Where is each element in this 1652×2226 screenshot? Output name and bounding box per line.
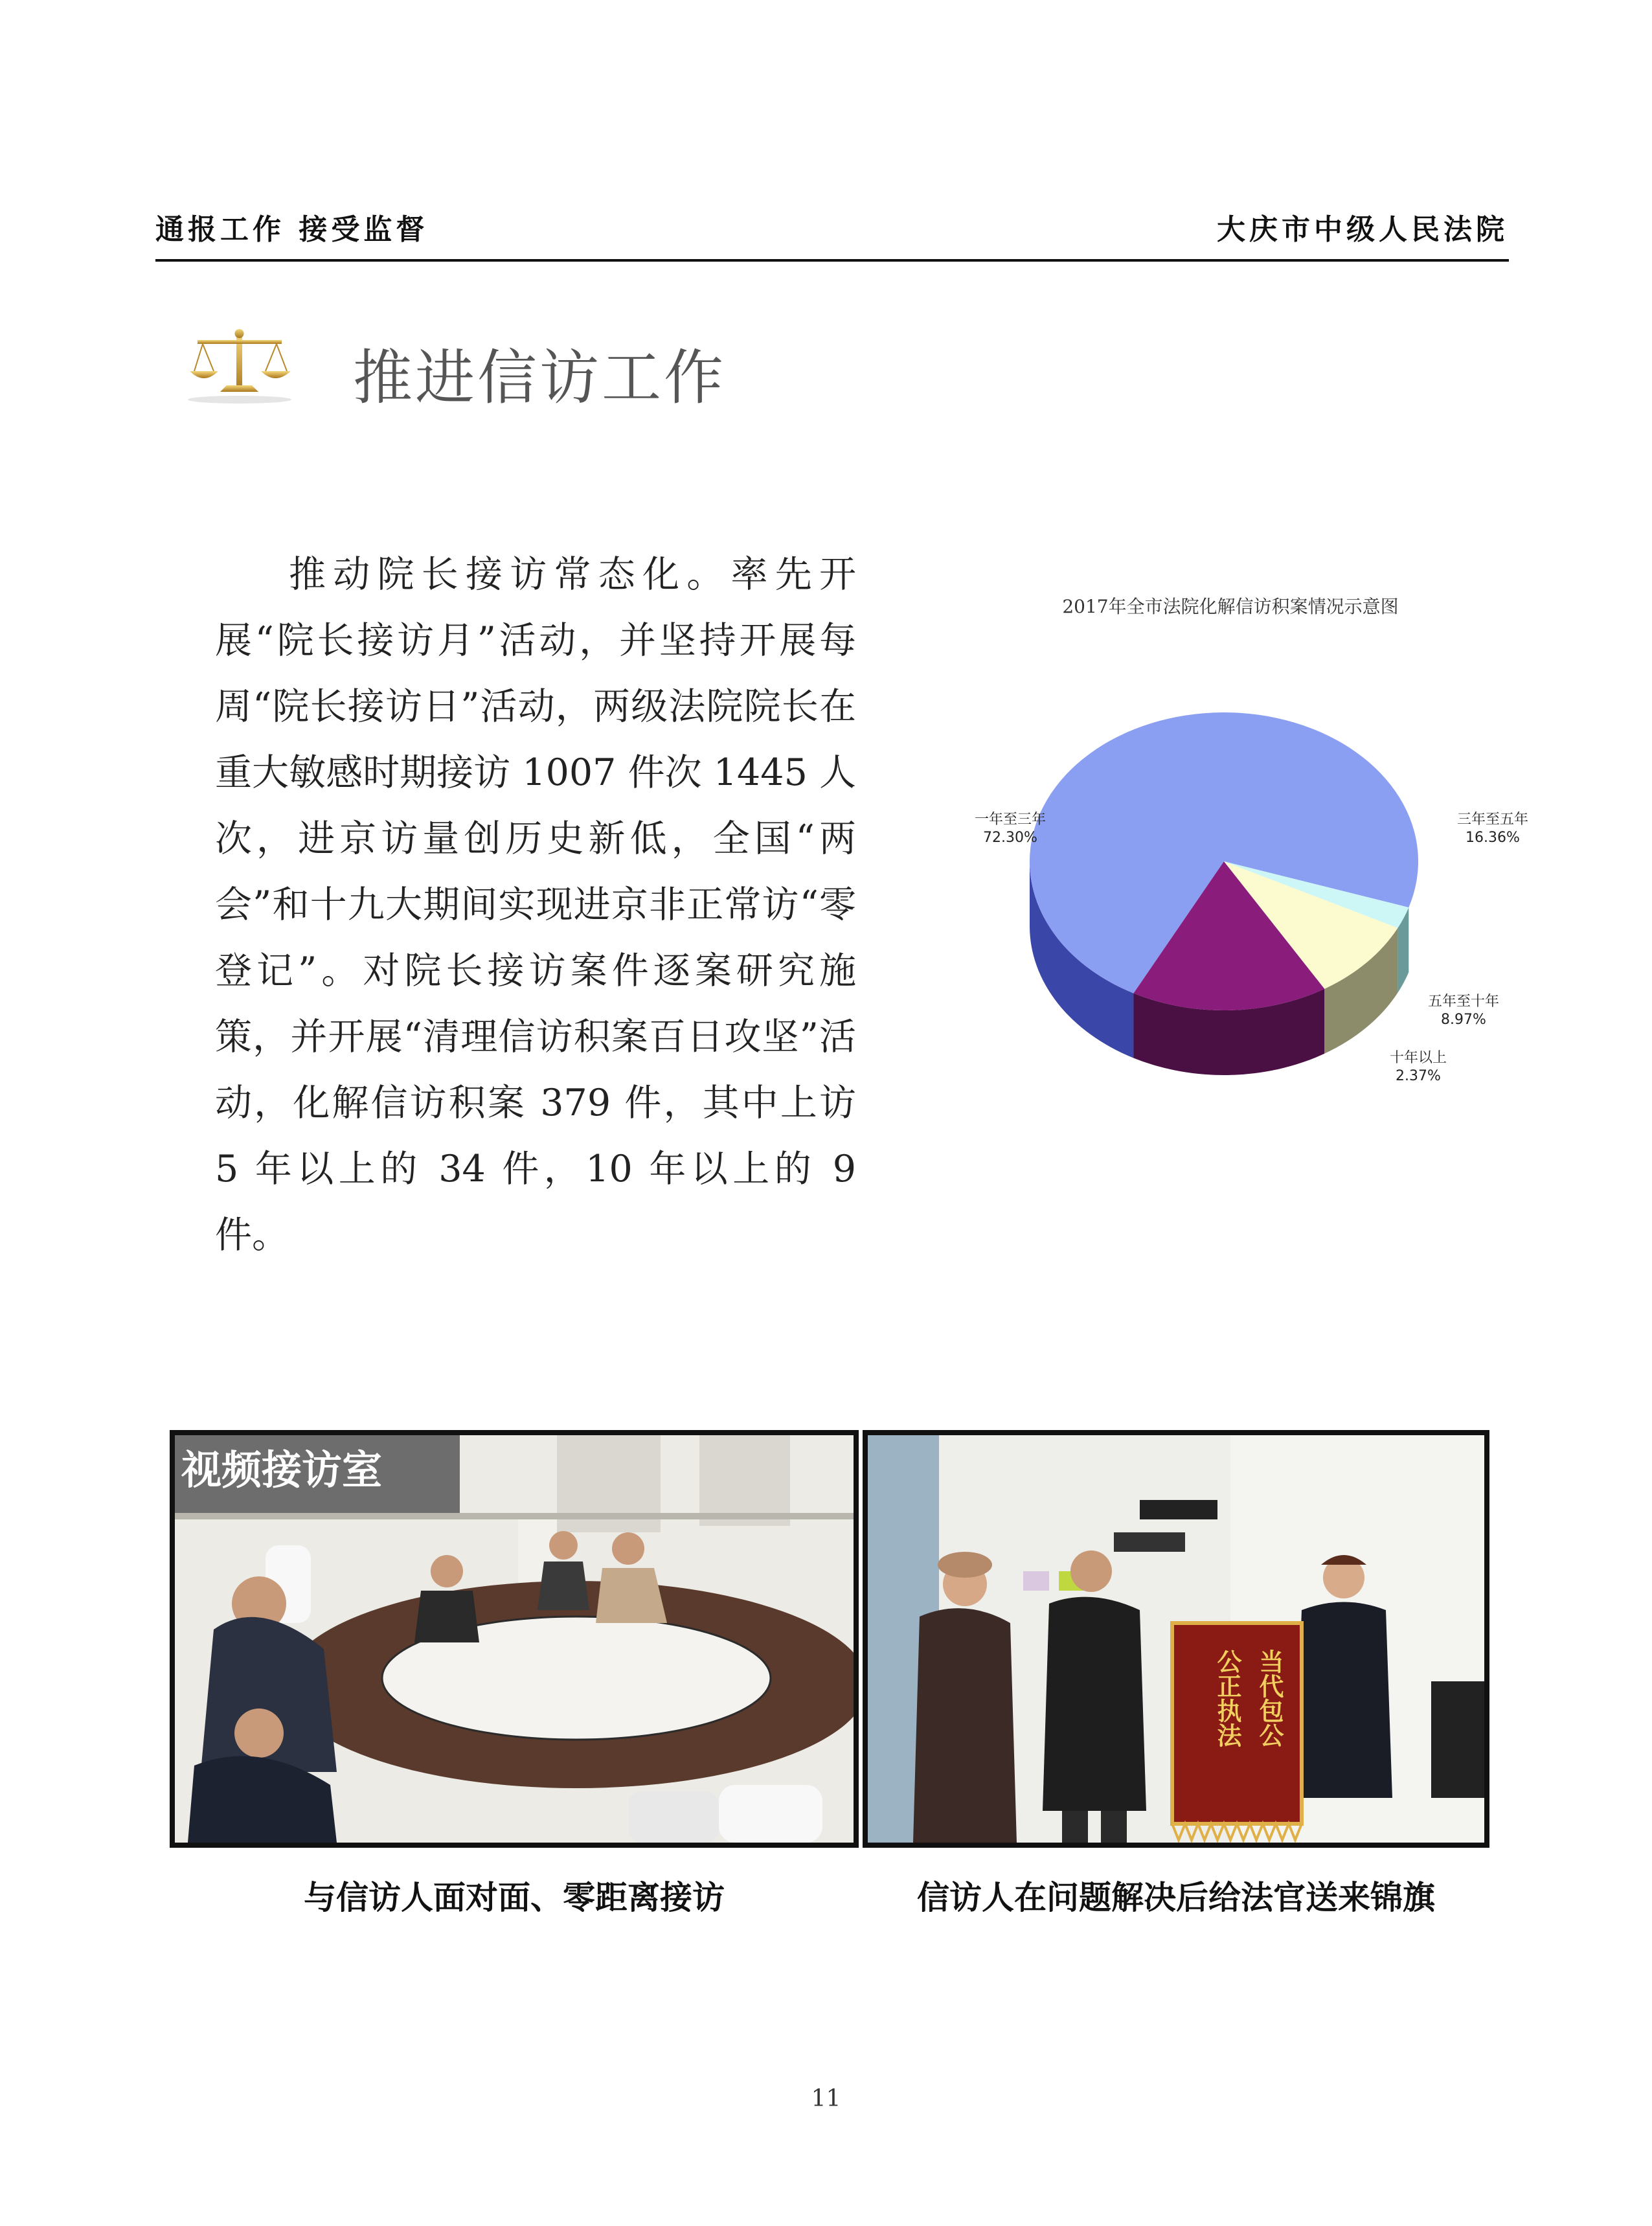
pie-label-name: 一年至三年 bbox=[974, 812, 1046, 828]
photo-caption-right: 信访人在问题解决后给法官送来锦旗 bbox=[917, 1879, 1435, 1916]
pie-label-十年以上 bbox=[1373, 1049, 1464, 1085]
photo-caption-left: 与信访人面对面、零距离接访 bbox=[304, 1879, 725, 1916]
chart-title: 2017年全市法院化解信访积案情况示意图 bbox=[1062, 596, 1399, 617]
reception-room-illustration bbox=[175, 1435, 854, 1843]
pie-label-name: 五年至十年 bbox=[1427, 994, 1499, 1010]
header-rule bbox=[155, 259, 1509, 262]
banner-text-line-1: 当代包公 bbox=[1255, 1649, 1284, 1747]
page-number: 11 bbox=[811, 2085, 841, 2112]
pie-label-value: 2.37% bbox=[1396, 1068, 1441, 1084]
section-title: 推进信访工作 bbox=[353, 343, 727, 413]
pie-label-value: 16.36% bbox=[1465, 830, 1520, 846]
room-sign-text: 视频接访室 bbox=[181, 1446, 383, 1493]
photo-reception-room bbox=[170, 1430, 859, 1848]
pie-label-三年至五年 bbox=[1447, 811, 1538, 847]
pie-chart bbox=[958, 654, 1477, 1107]
pie-label-五年至十年 bbox=[1418, 993, 1509, 1029]
pie-label-一年至三年 bbox=[965, 811, 1056, 847]
body-paragraph: 推动院长接访常态化。率先开展“院长接访月”活动，并坚持开展每周“院长接访日”活动，两级法院院长在重大敏感时期接访 1007 件次 1445 人次，进京访量创历史新低，全国“两会”和十九大期间实现进京非正常访“零登记”。对院长接访案件逐案研究施策，并开展“清理信访积案百日攻坚”活动，化解信访积案 379 件，其中上访 5 年以上的 34 件，10 年以上的 9 件。 bbox=[215, 553, 856, 1256]
pie-label-name: 三年至五年 bbox=[1456, 812, 1528, 828]
header-right-text: 大庆市中级人民法院 bbox=[1217, 213, 1508, 246]
pie-label-value: 8.97% bbox=[1441, 1012, 1486, 1028]
banner-presentation-illustration bbox=[868, 1435, 1484, 1843]
header-left-text: 通报工作 接受监督 bbox=[155, 213, 429, 246]
photo-banner-presentation bbox=[863, 1430, 1489, 1848]
pie-label-value: 72.30% bbox=[983, 830, 1037, 846]
banner-text-line-2: 公正执法 bbox=[1213, 1649, 1241, 1747]
scales-of-justice-icon bbox=[185, 327, 295, 405]
pie-label-name: 十年以上 bbox=[1389, 1050, 1447, 1066]
